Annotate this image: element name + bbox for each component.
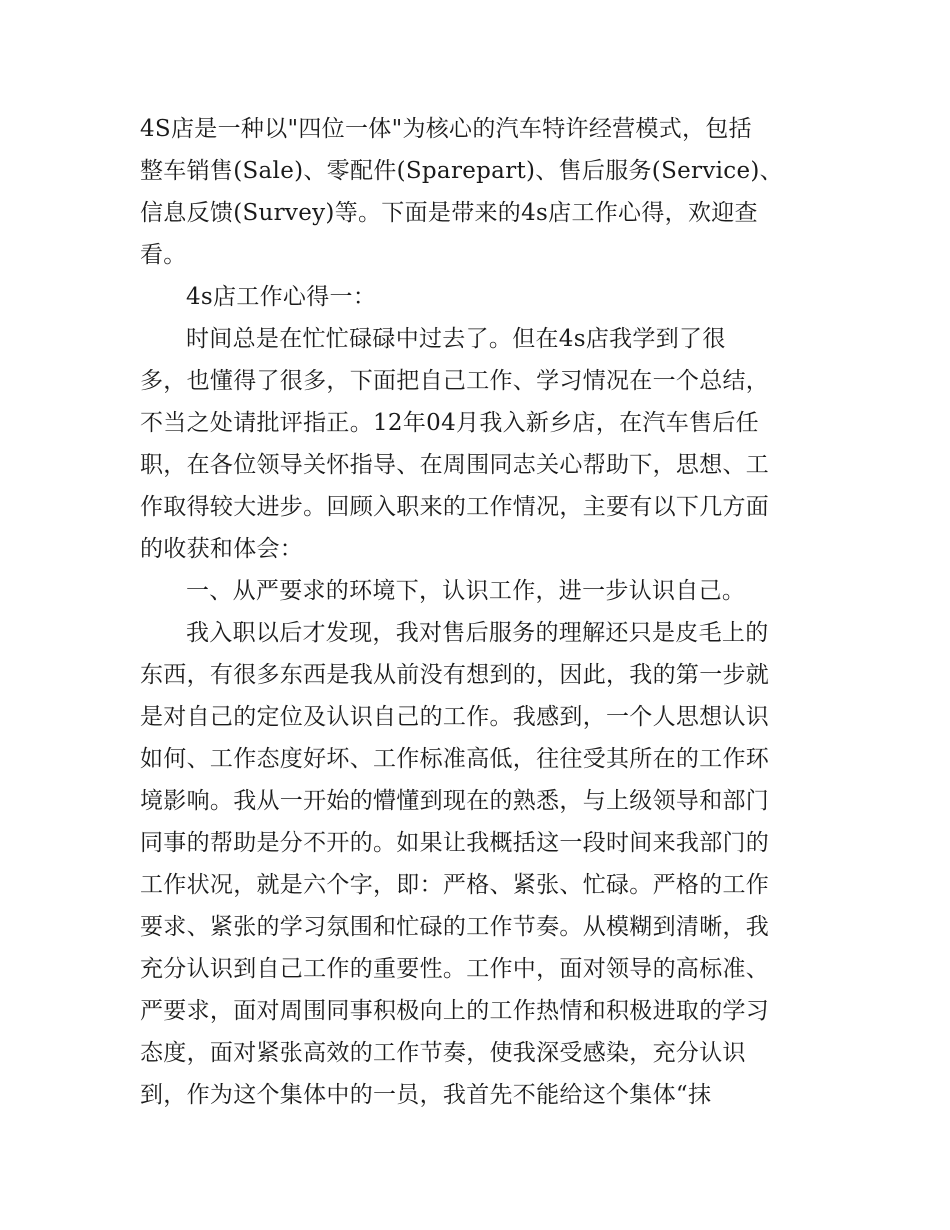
text-line: 不当之处请批评指正。12年04月我入新乡店，在汽车售后任 <box>140 410 759 436</box>
text-line: 作取得较大进步。回顾入职来的工作情况，主要有以下几方面 <box>140 494 770 520</box>
text-line: 我入职以后才发现，我对售后服务的理解还只是皮毛上的 <box>186 620 769 646</box>
text-line: 东西，有很多东西是我从前没有想到的，因此，我的第一步就 <box>140 662 770 688</box>
text-line: 态度，面对紧张高效的工作节奏，使我深受感染，充分认识 <box>140 1040 746 1066</box>
text-line: 职，在各位领导关怀指导、在周围同志关心帮助下，思想、工 <box>140 452 770 478</box>
text-line: 到，作为这个集体中的一员，我首先不能给这个集体“抹 <box>140 1082 712 1108</box>
text-line: 严要求，面对周围同事积极向上的工作热情和积极进取的学习 <box>140 998 770 1024</box>
text-line: 的收获和体会： <box>140 536 304 562</box>
text-line: 如何、工作态度好坏、工作标准高低，往往受其所在的工作环 <box>140 746 770 772</box>
text-line: 是对自己的定位及认识自己的工作。我感到，一个人思想认识 <box>140 704 770 730</box>
subsection-heading: 一、从严要求的环境下，认识工作，进一步认识自己。 <box>186 578 746 604</box>
text-line: 多，也懂得了很多，下面把自己工作、学习情况在一个总结， <box>140 368 770 394</box>
text-line: 整车销售(Sale)、零配件(Sparepart)、售后服务(Service)、 <box>140 158 783 184</box>
text-line: 4S店是一种以"四位一体"为核心的汽车特许经营模式，包括 <box>140 116 752 142</box>
section-heading: 4s店工作心得一： <box>186 284 377 310</box>
text-line: 信息反馈(Survey)等。下面是带来的4s店工作心得，欢迎查 <box>140 200 758 226</box>
text-line: 时间总是在忙忙碌碌中过去了。但在4s店我学到了很 <box>186 326 726 352</box>
text-line: 看。 <box>140 242 187 268</box>
text-line: 充分认识到自己工作的重要性。工作中，面对领导的高标准、 <box>140 956 770 982</box>
document-body <box>140 108 820 1116</box>
text-line: 境影响。我从一开始的懵懂到现在的熟悉，与上级领导和部门 <box>140 788 770 814</box>
text-line: 同事的帮助是分不开的。如果让我概括这一段时间来我部门的 <box>140 830 770 856</box>
text-line: 工作状况，就是六个字，即：严格、紧张、忙碌。严格的工作 <box>140 872 770 898</box>
text-line: 要求、紧张的学习氛围和忙碌的工作节奏。从模糊到清晰，我 <box>140 914 770 940</box>
